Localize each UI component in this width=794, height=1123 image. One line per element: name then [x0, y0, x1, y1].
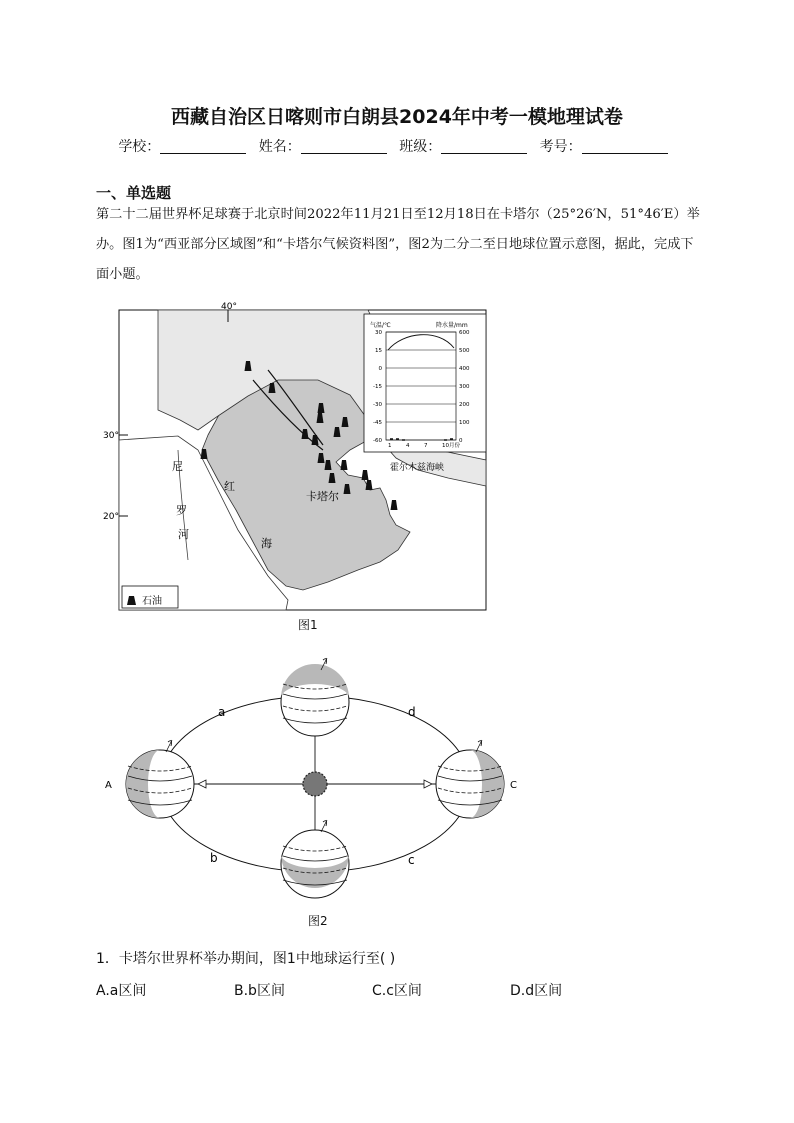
oil-legend-label: 石油	[142, 596, 162, 607]
temp-tick: -60	[373, 438, 382, 444]
label-C: C	[510, 780, 517, 791]
name-label: 姓名：	[258, 139, 301, 155]
month-tick: 10月份	[442, 443, 460, 449]
figure-2-orbit	[100, 664, 530, 926]
precip-tick: 200	[459, 402, 470, 408]
label-b: b	[210, 851, 218, 865]
red-sea-label-2: 海	[261, 537, 272, 550]
temp-tick: 15	[375, 348, 382, 354]
option-b[interactable]: B.b区间	[234, 983, 285, 999]
globe-c	[436, 740, 504, 818]
temp-tick: 0	[378, 366, 382, 372]
nile-label-1: 尼	[172, 460, 183, 473]
nile-label-2: 罗	[176, 504, 187, 517]
intro-paragraph: 第二十二届世界杯足球赛于北京时间2022年11月21日至12月18日在卡塔尔（25°26′N，51°46′E）举办。图1为“西亚部分区域图”和“卡塔尔气候资料图”，图2为二分二至日地球位置示意图，据此，完成下面小题。	[96, 207, 700, 282]
globe-a	[126, 740, 194, 818]
precip-tick: 600	[459, 330, 470, 336]
name-blank[interactable]	[301, 139, 387, 154]
section-title: 一、单选题	[96, 184, 172, 202]
month-tick: 4	[406, 443, 410, 449]
temp-tick: -30	[373, 402, 382, 408]
figure-1-map	[103, 300, 490, 612]
precip-tick: 0	[459, 438, 463, 444]
lat-30-label: 30°	[103, 431, 119, 441]
class-label: 班级：	[399, 139, 442, 155]
school-blank[interactable]	[160, 139, 246, 154]
globe-bottom	[281, 820, 349, 898]
number-blank[interactable]	[582, 139, 668, 154]
month-tick: 7	[424, 443, 428, 449]
option-a[interactable]: A.a区间	[96, 983, 147, 999]
class-blank[interactable]	[441, 139, 527, 154]
precip-axis-label: 降水量/mm	[436, 322, 468, 329]
student-info-row	[0, 136, 794, 156]
label-a: a	[218, 705, 226, 719]
red-sea-label-1: 红	[224, 480, 235, 493]
label-c: c	[408, 853, 415, 867]
figure-2-caption: 图2	[308, 914, 328, 928]
exam-title: 西藏自治区日喀则市白朗县2024年中考一模地理试卷	[171, 106, 623, 128]
globe-top	[281, 658, 349, 736]
qatar-climate-chart	[364, 314, 486, 452]
label-A: A	[105, 780, 112, 791]
precip-tick: 400	[459, 366, 470, 372]
option-c[interactable]: C.c区间	[372, 983, 422, 999]
figure-1-caption: 图1	[298, 618, 318, 632]
sun-icon	[303, 772, 327, 796]
nile-label-3: 河	[178, 528, 189, 541]
month-tick: 1	[388, 443, 392, 449]
option-d[interactable]: D.d区间	[510, 983, 563, 999]
temp-tick: 30	[375, 330, 382, 336]
lat-20-label: 20°	[103, 512, 119, 522]
temp-tick: -15	[373, 384, 382, 390]
number-label: 考号：	[539, 139, 582, 155]
label-d: d	[408, 705, 416, 719]
hormuz-strait-label: 霍尔木兹海峡	[390, 463, 445, 473]
precip-tick: 500	[459, 348, 470, 354]
school-label: 学校：	[118, 139, 161, 155]
temp-tick: -45	[373, 420, 382, 426]
qatar-label: 卡塔尔	[306, 490, 339, 503]
lon-40-label: 40°	[221, 302, 237, 312]
temp-axis-label: 气温/℃	[370, 322, 391, 329]
precip-tick: 100	[459, 420, 470, 426]
precip-tick: 300	[459, 384, 470, 390]
question-1-stem: 1．卡塔尔世界杯举办期间，图1中地球运行至( )	[96, 951, 396, 967]
